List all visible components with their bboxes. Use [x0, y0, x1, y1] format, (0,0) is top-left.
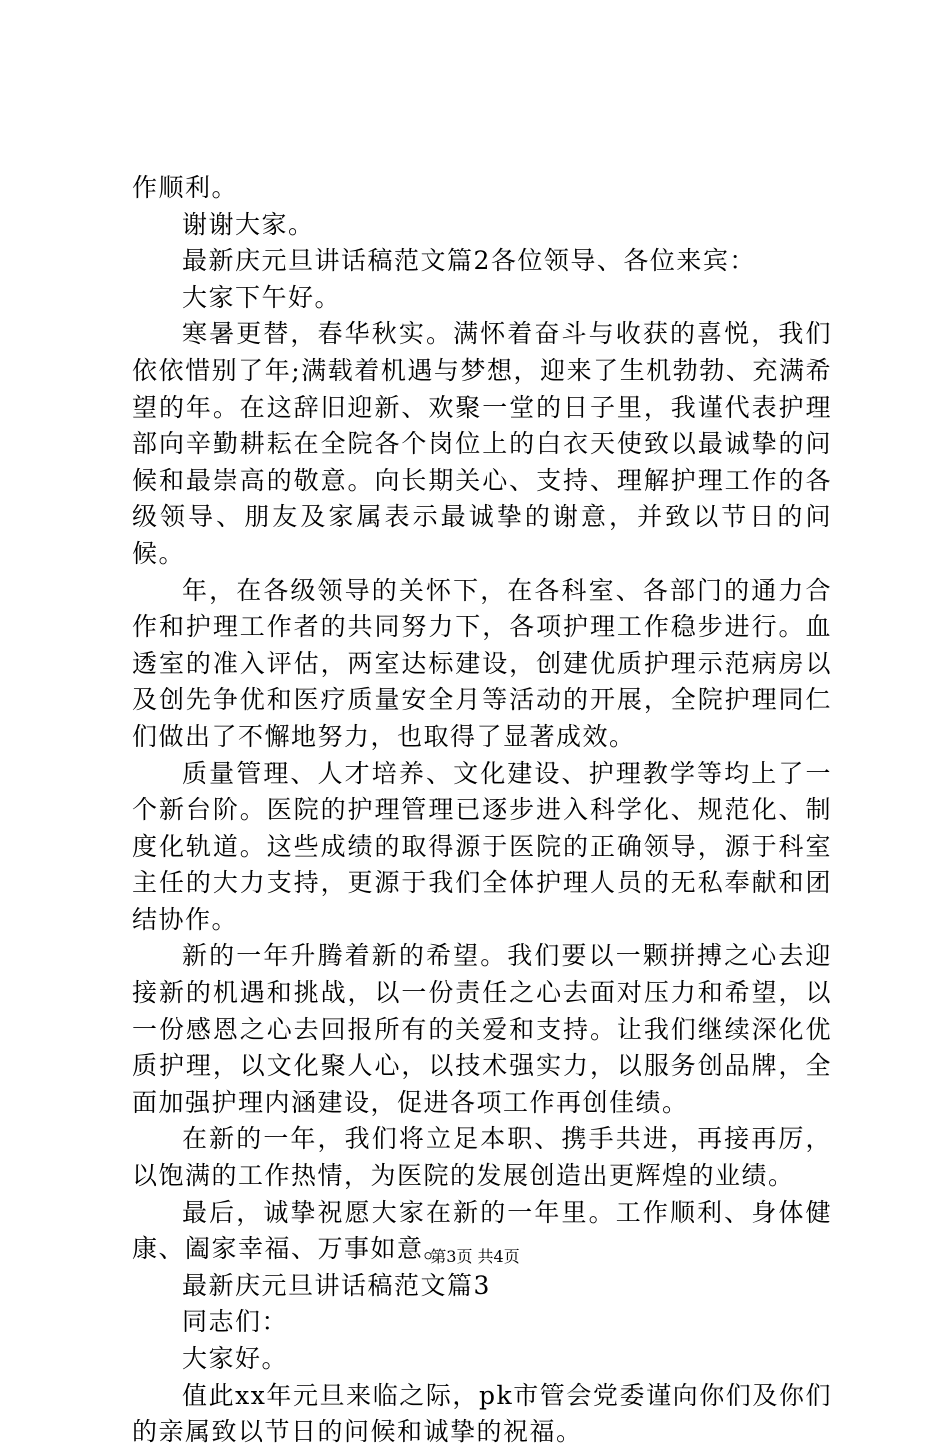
paragraph-1: 谢谢大家。: [182, 209, 315, 239]
paragraph-2: 最新庆元旦讲话稿范文篇2各位领导、各位来宾：: [182, 246, 756, 276]
paragraph-6: 质量管理、人才培养、文化建设、护理教学等均上了一个新台阶。医院的护理管理已逐步进入科学化、规范化、制度化轨道。这些成绩的取得源于医院的正确领导，源于科室主任的大力支持，更源于我们全体护理人员的无私奉献和团结协作。: [132, 758, 832, 934]
paragraph-3: 大家下午好。: [182, 282, 342, 312]
paragraph-0: 作顺利。: [132, 173, 239, 202]
paragraph-4: 寒暑更替，春华秋实。满怀着奋斗与收获的喜悦，我们依依惜别了年;满载着机遇与梦想，迎来了生机勃勃、充满希望的年。在这辞旧迎新、欢聚一堂的日子里，我谨代表护理部向辛勤耕耘在全院各个岗位上的白衣天使致以最诚挚的问候和最崇高的敬意。向长期关心、支持、理解护理工作的各级领导、朋友及家属表示最诚挚的谢意，并致以节日的问候。: [132, 319, 832, 568]
paragraph-10: 最新庆元旦讲话稿范文篇3: [182, 1270, 491, 1300]
paragraph-13: 值此xx年元旦来临之际，pk市管会党委谨向你们及你们的亲属致以节日的问候和诚挚的祝福。: [132, 1380, 832, 1447]
page-footer: 第3页 共4页: [430, 1247, 520, 1266]
paragraph-5: 年，在各级领导的关怀下，在各科室、各部门的通力合作和护理工作者的共同努力下，各项护理工作稳步进行。血透室的准入评估，两室达标建设，创建优质护理示范病房以及创先争优和医疗质量安全月等活动的开展，全院护理同仁们做出了不懈地努力，也取得了显著成效。: [132, 575, 832, 751]
paragraph-11: 同志们：: [182, 1307, 289, 1337]
paragraph-12: 大家好。: [182, 1344, 289, 1373]
paragraph-8: 在新的一年，我们将立足本职、携手共进，再接再厉，以饱满的工作热情，为医院的发展创造出更辉煌的业绩。: [132, 1124, 832, 1191]
paragraph-9: 最后，诚挚祝愿大家在新的一年里。工作顺利、身体健康、阖家幸福、万事如意。: [132, 1197, 832, 1264]
paragraph-7: 新的一年升腾着新的希望。我们要以一颗拼搏之心去迎接新的机遇和挑战，以一份责任之心去面对压力和希望，以一份感恩之心去回报所有的关爱和支持。让我们继续深化优质护理，以文化聚人心，以技术强实力，以服务创品牌，全面加强护理内涵建设，促进各项工作再创佳绩。: [132, 941, 832, 1117]
